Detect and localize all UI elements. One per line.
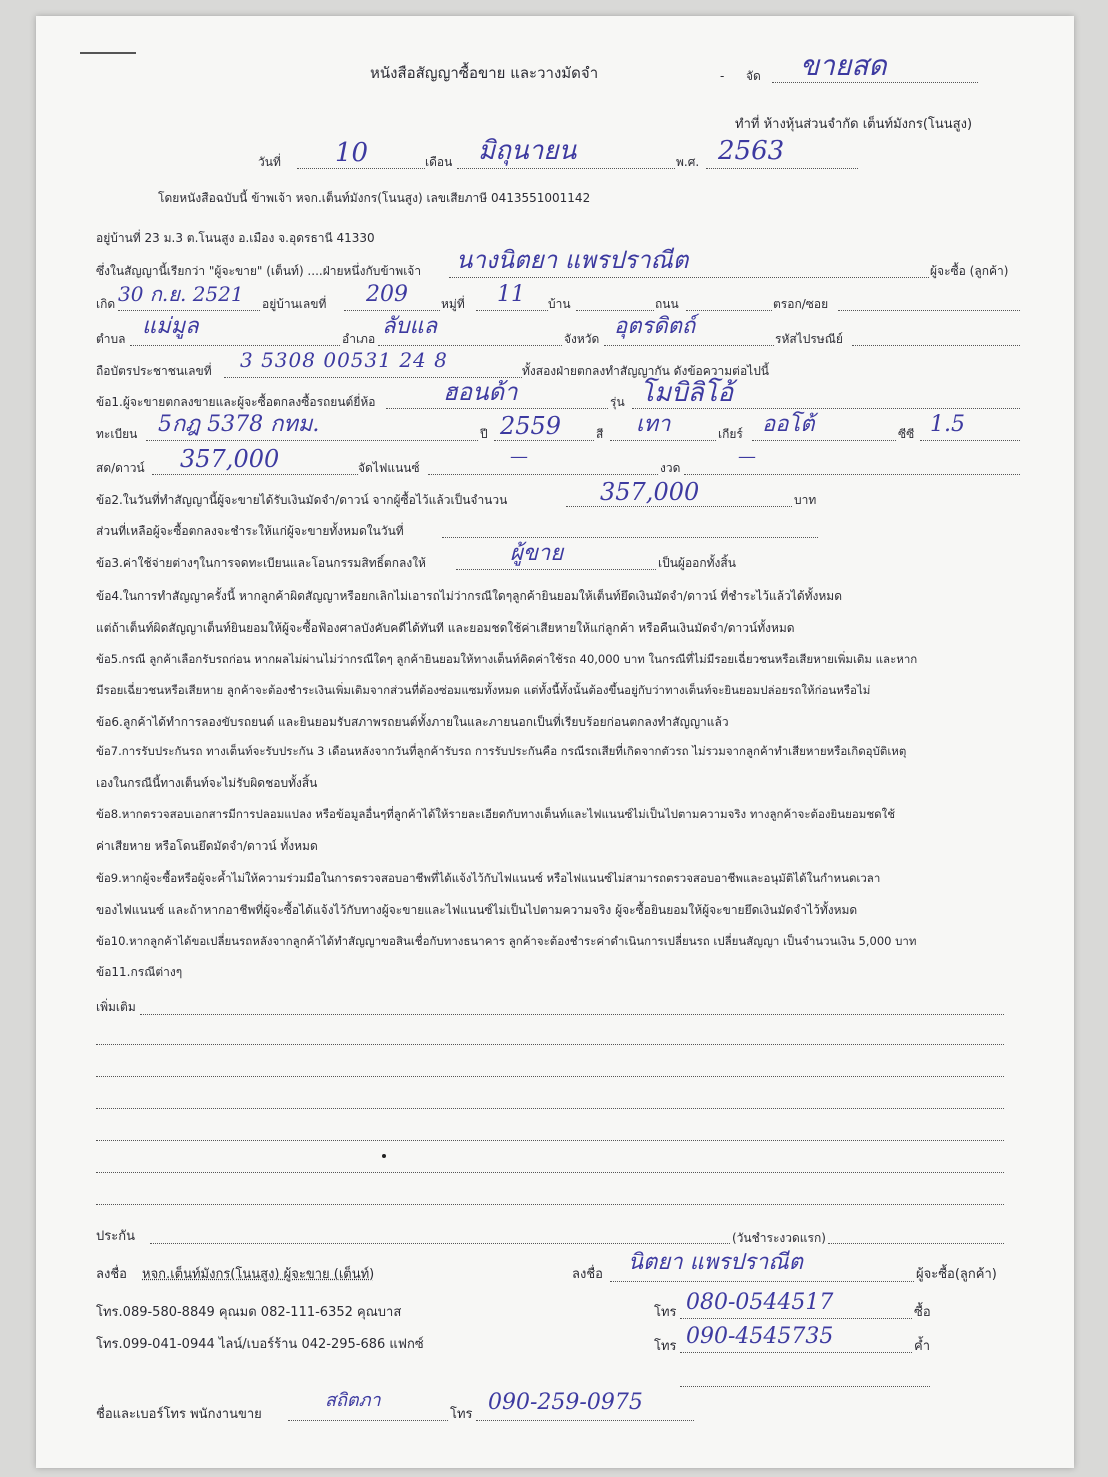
extra-label: เพิ่มเติม: [96, 1000, 136, 1014]
cc-label: ซีซี: [898, 427, 915, 441]
ink-dot: [382, 1154, 386, 1158]
vehicle-year-label: ปี: [480, 427, 488, 441]
buyer-name-line: [449, 277, 929, 278]
buyer-sign-line: [610, 1281, 914, 1282]
guarantor-phone-line: [680, 1352, 912, 1353]
first-due-label: (วันชำระงวดแรก): [732, 1231, 826, 1245]
buyer-sign-label: ลงชื่อ: [572, 1267, 603, 1282]
finance-line: [428, 474, 658, 475]
buyer-signature: นิตยา แพรปราณีต: [628, 1250, 803, 1275]
birth-value: 30 ก.ย. 2521: [118, 282, 244, 306]
color-label: สี: [596, 427, 604, 441]
gear-line: [752, 440, 896, 441]
buyer-name: นางนิตยา แพรปราณีต: [456, 246, 689, 274]
finance-value: —: [510, 446, 528, 467]
extra-line-5: [96, 1140, 1004, 1141]
id-suffix: ทั้งสองฝ่ายตกลงทำสัญญากัน ดังข้อความต่อไปนี้: [522, 364, 770, 378]
plate-label: ทะเบียน: [96, 427, 138, 441]
subdistrict-label: ตำบล: [96, 332, 126, 346]
staple-mark: [80, 52, 136, 54]
sale-type-line: [772, 82, 978, 83]
clause8-a: ข้อ8.หากตรวจสอบเอกสารมีการปลอมแปลง หรือข้อมูลอื่นๆที่ลูกค้าได้ให้รายละเอียดกับทางเต็นท์และไฟแนนซ์ไม่เป็นไปตามความจริง ทางลูกค้าจะต้องยินยอมชดใช้: [96, 807, 896, 821]
moo-line: [476, 310, 548, 311]
birth-label: เกิด: [96, 297, 116, 311]
dash-mark: -: [720, 69, 725, 83]
village-line: [576, 310, 654, 311]
postcode-label: รหัสไปรษณีย์: [775, 332, 843, 346]
clause6: ข้อ6.ลูกค้าได้ทำการลองขับรถยนต์ และยินยอมรับสภาพรถยนต์ทั้งภายในและภายนอกเป็นที่เรียบร้อยก่อนตกลงทำสัญญาแล้ว: [96, 715, 729, 729]
staff-name-line: [288, 1420, 448, 1421]
vehicle-year-line: [494, 440, 594, 441]
id-value: 3 5308 00531 24 8: [240, 348, 448, 372]
gear-value: ออโต้: [762, 412, 815, 437]
installment-line: [684, 474, 1020, 475]
seller-sign-label: ลงชื่อ: [96, 1267, 127, 1282]
model-label: รุ่น: [610, 395, 625, 409]
extra-line-6: [96, 1172, 1004, 1173]
plate-line: [146, 440, 478, 441]
guarantor-phone: 090-4545735: [686, 1324, 834, 1349]
province-label: จังหวัด: [564, 332, 600, 346]
staff-phone: 090-259-0975: [488, 1390, 643, 1415]
postcode-line: [852, 345, 1020, 346]
day-label: วันที่: [258, 155, 281, 169]
installment-value: —: [738, 446, 756, 467]
cash-line: [152, 474, 358, 475]
seller-sign: หจก.เต็นท์มังกร(โนนสูง) ผู้จะขาย (เต็นท์): [142, 1267, 375, 1282]
year-line: [706, 168, 858, 169]
clause11: ข้อ11.กรณีต่างๆ: [96, 965, 183, 979]
staff-name: สถิตภา: [325, 1390, 381, 1411]
buyer-suffix: ผู้จะซื้อ (ลูกค้า): [930, 264, 1009, 278]
buyer-phone-line: [680, 1318, 912, 1319]
place-line: ทำที่ ห้างหุ้นส่วนจำกัด เต็นท์มังกร(โนนสูง): [735, 117, 973, 132]
clause7-b: เองในกรณีนี้ทางเต็นท์จะไม่รับผิดชอบทั้งสิ้น: [96, 776, 318, 790]
deposit-unit: บาท: [794, 493, 817, 507]
vehicle-year-value: 2559: [500, 412, 562, 440]
province-value: อุตรดิตถ์: [614, 314, 696, 339]
province-line: [604, 345, 774, 346]
alley-line: [838, 310, 1020, 311]
birth-line: [118, 310, 260, 311]
house-line: [344, 310, 440, 311]
clause5-a: ข้อ5.กรณี ลูกค้าเลือกรับรถก่อน หากผลไม่ผ่านไม่ว่ากรณีใดๆ ลูกค้ายินยอมให้ทางเต็นท์คิดค่าใช้รถ 40,000 บาท ในกรณีที่ไม่มีรอยเฉี่ยวชนหรือเสียหายเพิ่มเติม และหาก: [96, 652, 918, 666]
subdistrict-value: แม่มูล: [142, 314, 199, 339]
cash-label: สด/ดาวน์: [96, 461, 145, 475]
shop-phone-line-1: โทร.089-580-8849 คุณมด 082-111-6352 คุณบาส: [96, 1305, 402, 1320]
clause3-suffix: เป็นผู้ออกทั้งสิ้น: [658, 556, 736, 570]
extra-line-3: [96, 1076, 1004, 1077]
cc-value: 1.5: [930, 412, 965, 437]
moo-value: 11: [497, 282, 525, 307]
district-value: ลับแล: [382, 314, 438, 339]
clause3-line: [456, 569, 656, 570]
clause7-a: ข้อ7.การรับประกันรถ ทางเต็นท์จะรับประกัน 3 เดือนหลังจากวันที่ลูกค้ารับรถ การรับประกันคือ กรณีรถเสียที่เกิดจากตัวรถ ไม่รวมจากลูกค้าทำเสียหายหรือเกิดอุบัติเหตุ: [96, 744, 907, 758]
extra-line-2: [96, 1044, 1004, 1045]
shop-phone-line-2: โทร.099-041-0944 ไลน์/เบอร์ร้าน 042-295-686 แฟกซ์: [96, 1337, 424, 1352]
village-label: บ้าน: [548, 297, 571, 311]
installment-label: งวด: [660, 461, 681, 475]
house-value: 209: [366, 282, 408, 307]
clause9-b: ของไฟแนนซ์ และถ้าหากอาชีพที่ผู้จะซื้อได้แจ้งไว้กับทางผู้จะขายและไฟแนนซ์ไม่เป็นไปตามความจริง ผู้จะซื้อยินยอมให้ผู้จะขายยึดเงินมัดจำไว้ทั้งหมด: [96, 903, 858, 917]
id-label: ถือบัตรประชาชนเลขที่: [96, 364, 212, 378]
gear-label: เกียร์: [718, 427, 743, 441]
extra-line-7: [96, 1204, 1004, 1205]
model-value: โมบิลิโอ้: [640, 378, 734, 408]
clause4-a: ข้อ4.ในการทำสัญญาครั้งนี้ หากลูกค้าผิดสัญญาหรือยกเลิกไม่เอารถไม่ว่ากรณีใดๆลูกค้ายินยอมให้เต็นท์ยึดเงินมัดจำ/ดาวน์ ที่ชำระไว้แล้วได้ทั้งหมด: [96, 589, 842, 603]
deposit-line: [566, 506, 792, 507]
alley-label: ตรอก/ซอย: [773, 297, 829, 311]
guarantor-phone-label: โทร: [654, 1339, 677, 1354]
extra-line-1: [140, 1014, 1004, 1015]
clause2-label: ข้อ2.ในวันที่ทำสัญญานี้ผู้จะขายได้รับเงินมัดจำ/ดาวน์ จากผู้ซื้อไว้แล้วเป็นจำนวน: [96, 493, 508, 507]
road-line: [686, 310, 772, 311]
road-label: ถนน: [655, 297, 679, 311]
buyer-sign-suffix: ผู้จะซื้อ(ลูกค้า): [916, 1267, 997, 1282]
month-label: เดือน: [425, 155, 453, 169]
district-label: อำเภอ: [342, 332, 376, 346]
clause10: ข้อ10.หากลูกค้าได้ขอเปลี่ยนรถหลังจากลูกค้าได้ทำสัญญาขอสินเชื่อกับทางธนาคาร ลูกค้าจะต้องชำระค่าดำเนินการเปลี่ยนรถ เปลี่ยนสัญญา เป็นจำนวนเงิน 5,000 บาท: [96, 934, 917, 948]
guarantor-phone-suffix: ค้ำ: [914, 1339, 930, 1354]
staff-label: ชื่อและเบอร์โทร พนักงานขาย: [96, 1407, 262, 1422]
clause4-b: แต่ถ้าเต็นท์ผิดสัญญาเต็นท์ยินยอมให้ผู้จะซื้อฟ้องศาลบังคับคดีได้ทันที และยอมชดใช้ค่าเสียหายให้แก่ลูกค้า หรือคืนเงินมัดจำ/ดาวน์ทั้งหมด: [96, 621, 795, 635]
first-due-line: [828, 1243, 1004, 1244]
document-title: หนังสือสัญญาซื้อขาย และวางมัดจำ: [370, 64, 599, 82]
clause8-b: ค่าเสียหาย หรือโดนยึดมัดจำ/ดาวน์ ทั้งหมด: [96, 839, 318, 853]
brand-value: ฮอนด้า: [443, 378, 518, 406]
moo-label: หมู่ที่: [441, 297, 465, 311]
blank-line: [680, 1386, 930, 1387]
warranty-line: [150, 1243, 730, 1244]
intro-line-2: อยู่บ้านที่ 23 ม.3 ต.โนนสูง อ.เมือง จ.อุดรธานี 41330: [96, 231, 375, 245]
model-line: [632, 408, 1020, 409]
extra-line-4: [96, 1108, 1004, 1109]
deposit-amount: 357,000: [600, 478, 700, 506]
clause1-label: ข้อ1.ผู้จะขายตกลงขายและผู้จะซื้อตกลงซื้อรถยนต์ยี่ห้อ: [96, 395, 376, 409]
staff-phone-label: โทร: [450, 1407, 473, 1422]
sale-type-label: จัด: [746, 69, 761, 83]
month-value: มิถุนายน: [478, 136, 577, 166]
day-line: [297, 168, 425, 169]
intro-line-1: โดยหนังสือฉบับนี้ ข้าพเจ้า หจก.เต็นท์มังกร(โนนสูง) เลขเสียภาษี 0413551001142: [158, 191, 591, 205]
finance-label: จัดไฟแนนซ์: [358, 461, 420, 475]
buyer-phone-label: โทร: [654, 1305, 677, 1320]
cc-line: [920, 440, 1020, 441]
buyer-phone-suffix: ซื้อ: [914, 1305, 931, 1320]
district-line: [378, 345, 562, 346]
sale-type-value: ขายสด: [800, 49, 887, 82]
brand-line: [386, 408, 608, 409]
seller-phrase: ซึ่งในสัญญานี้เรียกว่า "ผู้จะขาย" (เต็นท์) ....ฝ่ายหนึ่งกับข้าพเจ้า: [96, 264, 422, 278]
day-value: 10: [335, 138, 369, 168]
clause3-label: ข้อ3.ค่าใช้จ่ายต่างๆในการจดทะเบียนและโอนกรรมสิทธิ์ตกลงให้: [96, 556, 426, 570]
color-line: [610, 440, 716, 441]
month-line: [457, 168, 675, 169]
clause2-rest: ส่วนที่เหลือผู้จะซื้อตกลงจะชำระให้แก่ผู้จะขายทั้งหมดในวันที่: [96, 524, 404, 538]
clause3-value: ผู้ขาย: [510, 541, 564, 566]
cash-value: 357,000: [180, 445, 280, 473]
plate-value: 5กฎ 5378 กทม.: [158, 412, 320, 437]
clause5-b: มีรอยเฉี่ยวชนหรือเสียหาย ลูกค้าจะต้องชำระเงินเพิ่มเติมจากส่วนที่ต้องซ่อมแซมทั้งหมด แต่ทั้งนี้ทั้งนั้นต้องขึ้นอยู่กับว่าทางเต็นท์จะยินยอมปล่อยรถให้ก่อนหรือไม่: [96, 683, 871, 697]
clause2-rest-line: [442, 537, 818, 538]
subdistrict-line: [130, 345, 340, 346]
year-label: พ.ศ.: [676, 155, 700, 169]
color-value: เทา: [636, 412, 671, 437]
clause9-a: ข้อ9.หากผู้จะซื้อหรือผู้จะค้ำไม่ให้ความร่วมมือในการตรวจสอบอาชีพที่ได้แจ้งไว้กับไฟแนนซ์ หรือไฟแนนซ์ไม่สามารถตรวจสอบอาชีพและอนุมัติได้ในกำหนดเวลา: [96, 871, 881, 885]
house-label: อยู่บ้านเลขที่: [262, 297, 327, 311]
warranty-label: ประกัน: [96, 1229, 135, 1244]
year-value: 2563: [718, 136, 785, 166]
buyer-phone: 080-0544517: [686, 1290, 834, 1315]
staff-phone-line: [476, 1420, 694, 1421]
